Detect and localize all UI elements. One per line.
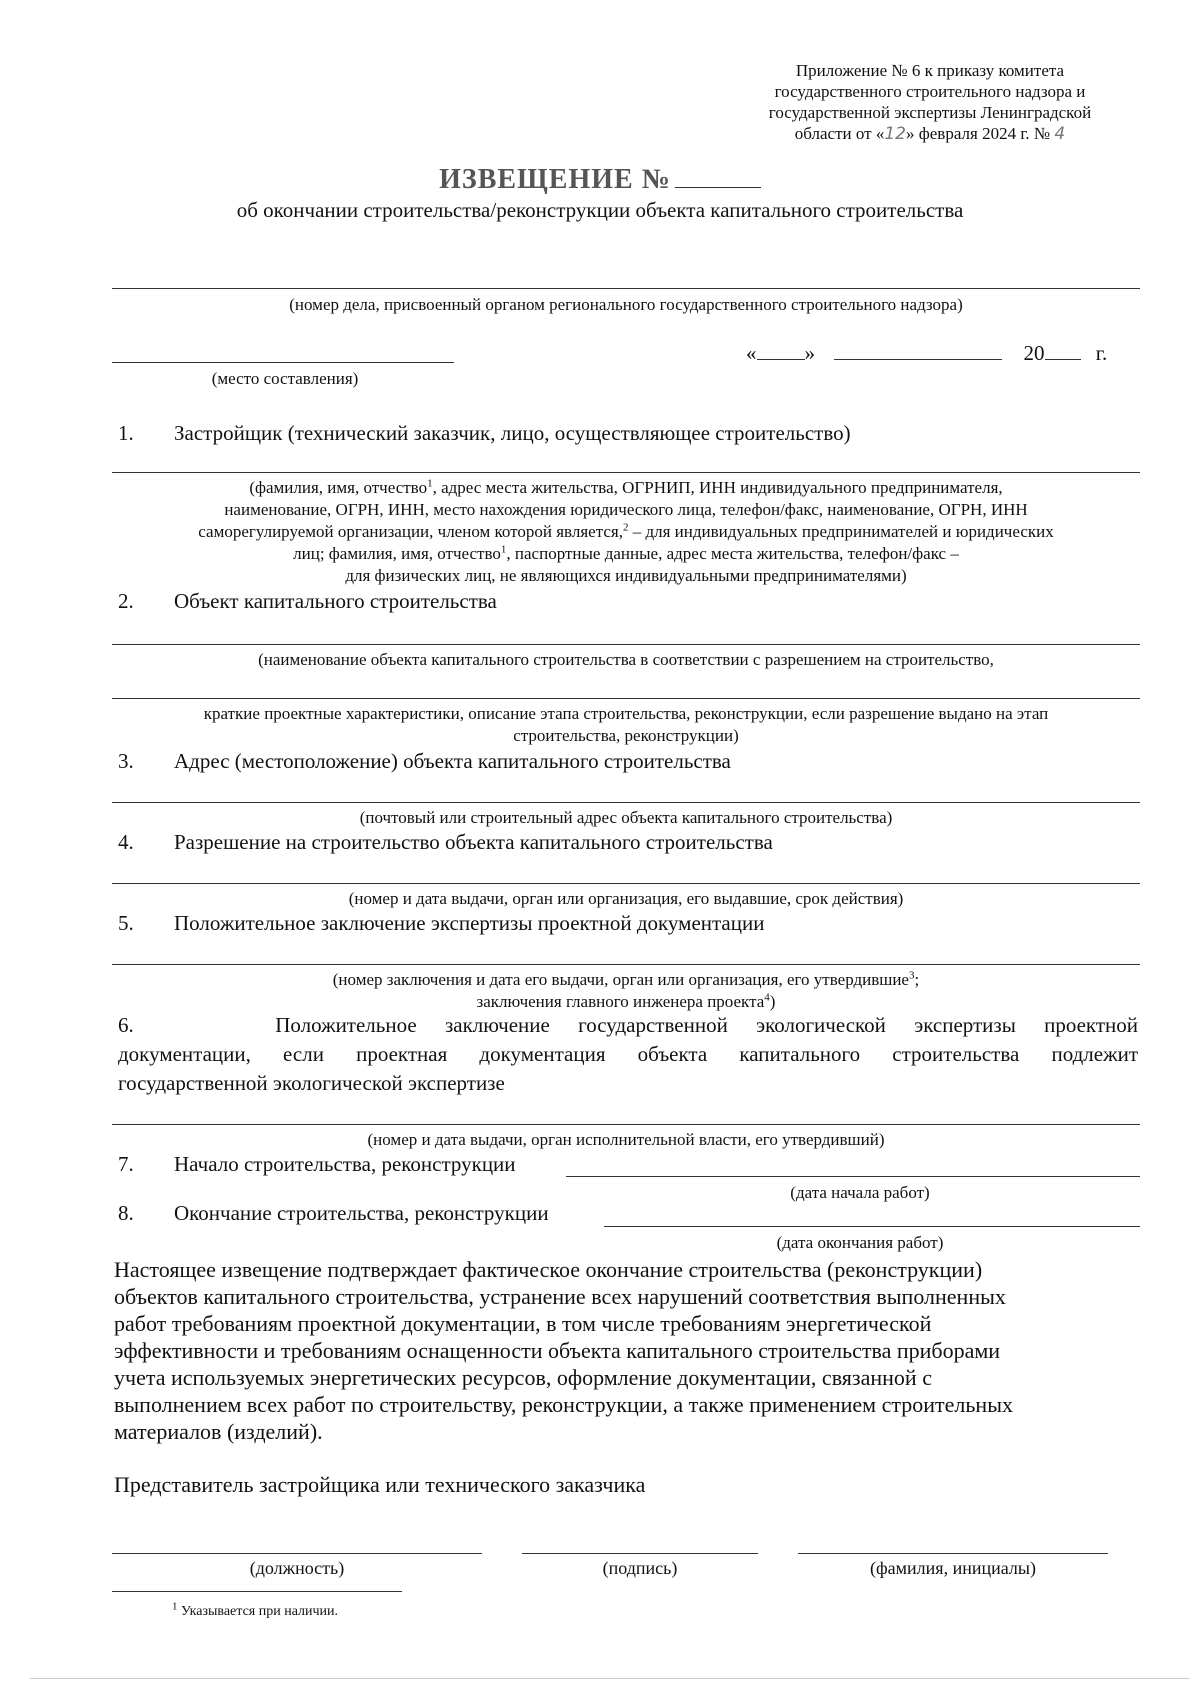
- item-label: Адрес (местоположение) объекта капитального строительства: [174, 749, 731, 773]
- confirmation-line: работ требованиям проектной документации, в том числе требованиям энергетической: [114, 1311, 932, 1336]
- caption-line: наименование, ОГРН, ИНН, место нахождения юридического лица, телефон/факс, наименование, ОГРН, ИНН: [224, 500, 1028, 519]
- item-number: 4.: [118, 830, 134, 854]
- item-label: Положительное заключение экспертизы проектной документации: [174, 911, 765, 935]
- item-6-line: [112, 1124, 1140, 1125]
- footnote-mark: 1: [172, 1600, 178, 1613]
- item-3: [118, 748, 731, 774]
- case-number-line: [112, 288, 1140, 289]
- confirmation-line: учета используемых энергетических ресурсов, оформление документации, связанной с: [114, 1365, 932, 1390]
- item-label: Окончание строительства, реконструкции: [174, 1201, 549, 1225]
- item-6-line-3: государственной экологической экспертизе: [118, 1071, 505, 1095]
- item-4-caption: (номер и дата выдачи, орган или организация, его выдавшие, срок действия): [348, 889, 904, 908]
- item-2-line-2: [112, 698, 1140, 699]
- item-8-caption: (дата окончания работ): [776, 1233, 944, 1252]
- date-open: «: [746, 341, 757, 365]
- item-1-caption: [112, 477, 1140, 587]
- date-month-blank: [834, 359, 1002, 360]
- date-close: »: [804, 341, 815, 365]
- item-1: [118, 420, 851, 446]
- item-number: 8.: [118, 1201, 134, 1225]
- footnote-ref: 1: [500, 543, 507, 556]
- caption-line: [112, 477, 1140, 499]
- date-field: [746, 340, 1107, 366]
- appendix-header: [720, 60, 1140, 145]
- caption-line: [112, 991, 1140, 1013]
- item-8-line: [604, 1226, 1140, 1227]
- item-2-caption-2: [112, 703, 1140, 747]
- case-caption: (номер дела, присвоенный органом регионального государственного строительного надзора): [289, 295, 963, 314]
- title-main: ИЗВЕЩЕНИЕ №: [439, 164, 671, 195]
- header-line: государственной экспертизы Ленинградской: [768, 103, 1092, 122]
- confirmation-line: объектов капитального строительства, устранение всех нарушений соответствия выполненных: [114, 1284, 1006, 1309]
- item-label: Объект капитального строительства: [174, 589, 497, 613]
- handwritten-number: 4: [1054, 124, 1066, 144]
- place-line: [112, 362, 454, 363]
- item-2: [118, 588, 497, 614]
- date-year-blank: [1045, 359, 1081, 360]
- position-caption: (должность): [249, 1558, 345, 1578]
- caption-line: [112, 969, 1140, 991]
- caption-text: саморегулируемой организации, членом которой является,: [198, 522, 623, 541]
- caption-text: лиц; фамилия, имя, отчество: [293, 544, 501, 563]
- header-line: [720, 123, 1140, 145]
- item-label: Положительное заключение государственной экологической экспертизы проектной: [275, 1013, 1138, 1037]
- caption-line: [112, 521, 1140, 543]
- item-6-line-2: документации, если проектная документация объекта капитального строительства подлежит: [118, 1042, 1138, 1066]
- confirmation-line: материалов (изделий).: [114, 1419, 323, 1444]
- item-number: 3.: [118, 749, 134, 773]
- header-line: государственного строительного надзора и: [774, 82, 1086, 101]
- title-subtitle: об окончании строительства/реконструкции объекта капитального строительства: [236, 198, 964, 222]
- confirmation-line: эффективности и требованиям оснащенности объекта капитального строительства приборами: [114, 1338, 1001, 1363]
- item-number: 2.: [118, 589, 134, 613]
- name-line: [798, 1553, 1108, 1554]
- footnote-text: Указывается при наличии.: [177, 1604, 339, 1619]
- item-8: [118, 1200, 549, 1226]
- caption-text: ;: [914, 970, 920, 989]
- item-number: 7.: [118, 1152, 134, 1176]
- item-2-caption-1: (наименование объекта капитального строительства в соответствии с разрешением на строительство,: [258, 650, 994, 669]
- item-3-caption: (почтовый или строительный адрес объекта капитального строительства): [359, 808, 893, 827]
- caption-text: (номер заключения и дата его выдачи, орган или организация, его утвердившие: [332, 970, 909, 989]
- caption-line: краткие проектные характеристики, описание этапа строительства, реконструкции, если разрешение выдано на этап: [203, 704, 1049, 723]
- caption-text: заключения главного инженера проекта: [476, 992, 765, 1011]
- caption-line: строительства, реконструкции): [513, 726, 739, 745]
- handwritten-day: 12: [884, 124, 906, 144]
- item-number: 5.: [118, 911, 134, 935]
- item-5-line: [112, 964, 1140, 965]
- header-line: Приложение № 6 к приказу комитета: [795, 61, 1065, 80]
- place-caption: (место составления): [211, 369, 359, 388]
- header-text: » февраля 2024 г. №: [905, 124, 1055, 143]
- item-label: Начало строительства, реконструкции: [174, 1152, 516, 1176]
- footnote-ref: 3: [908, 969, 915, 982]
- name-caption: (фамилия, инициалы): [870, 1558, 1036, 1578]
- item-4: [118, 829, 773, 855]
- item-7-line: [566, 1176, 1140, 1177]
- footnote-ref: 1: [427, 477, 433, 490]
- item-7-caption: (дата начала работ): [790, 1183, 930, 1202]
- title-number-blank: [675, 169, 761, 188]
- signature-caption: (подпись): [602, 1558, 678, 1578]
- item-5-caption: [112, 969, 1140, 1013]
- item-1-line: [112, 472, 1140, 473]
- footnote-separator: [112, 1591, 402, 1592]
- confirmation-line: выполнением всех работ по строительству, реконструкции, а также применением строительных: [114, 1392, 1013, 1417]
- item-label: Разрешение на строительство объекта капитального строительства: [174, 830, 773, 854]
- caption-text: – для индивидуальных предпринимателей и юридических: [628, 522, 1054, 541]
- caption-line: для физических лиц, не являющихся индивидуальными предпринимателями): [345, 566, 907, 585]
- footnote-ref: 4: [764, 991, 770, 1004]
- item-number: 1.: [118, 421, 134, 445]
- item-6-caption: (номер и дата выдачи, орган исполнительной власти, его утвердивший): [367, 1130, 885, 1149]
- footnote: [172, 1600, 339, 1621]
- signature-line: [522, 1553, 758, 1554]
- footnote-ref: 2: [622, 521, 629, 534]
- caption-text: (фамилия, имя, отчество: [249, 478, 428, 497]
- confirmation-paragraph: [114, 1256, 1144, 1445]
- confirmation-line: Настоящее извещение подтверждает фактическое окончание строительства (реконструкции): [114, 1257, 983, 1282]
- notice-title: [0, 164, 1200, 196]
- item-4-line: [112, 883, 1140, 884]
- item-5: [118, 910, 764, 936]
- caption-text: , паспортные данные, адрес места жительства, телефон/факс –: [506, 544, 959, 563]
- representative-label: Представитель застройщика или технического заказчика: [114, 1472, 646, 1497]
- item-6-line-1: [118, 1012, 1138, 1038]
- scan-edge: [30, 1678, 1190, 1679]
- date-suffix: г.: [1095, 341, 1108, 365]
- date-day-blank: [757, 359, 805, 360]
- header-text: области от «: [794, 124, 885, 143]
- date-year: 20: [1023, 341, 1045, 365]
- item-7: [118, 1151, 516, 1177]
- caption-text: , адрес места жительства, ОГРНИП, ИНН индивидуального предпринимателя,: [432, 478, 1003, 497]
- item-3-line: [112, 802, 1140, 803]
- item-number: 6.: [118, 1013, 134, 1037]
- item-label: Застройщик (технический заказчик, лицо, осуществляющее строительство): [174, 421, 851, 445]
- caption-text: ): [769, 992, 776, 1011]
- item-2-line: [112, 644, 1140, 645]
- caption-line: [112, 543, 1140, 565]
- position-line: [112, 1553, 482, 1554]
